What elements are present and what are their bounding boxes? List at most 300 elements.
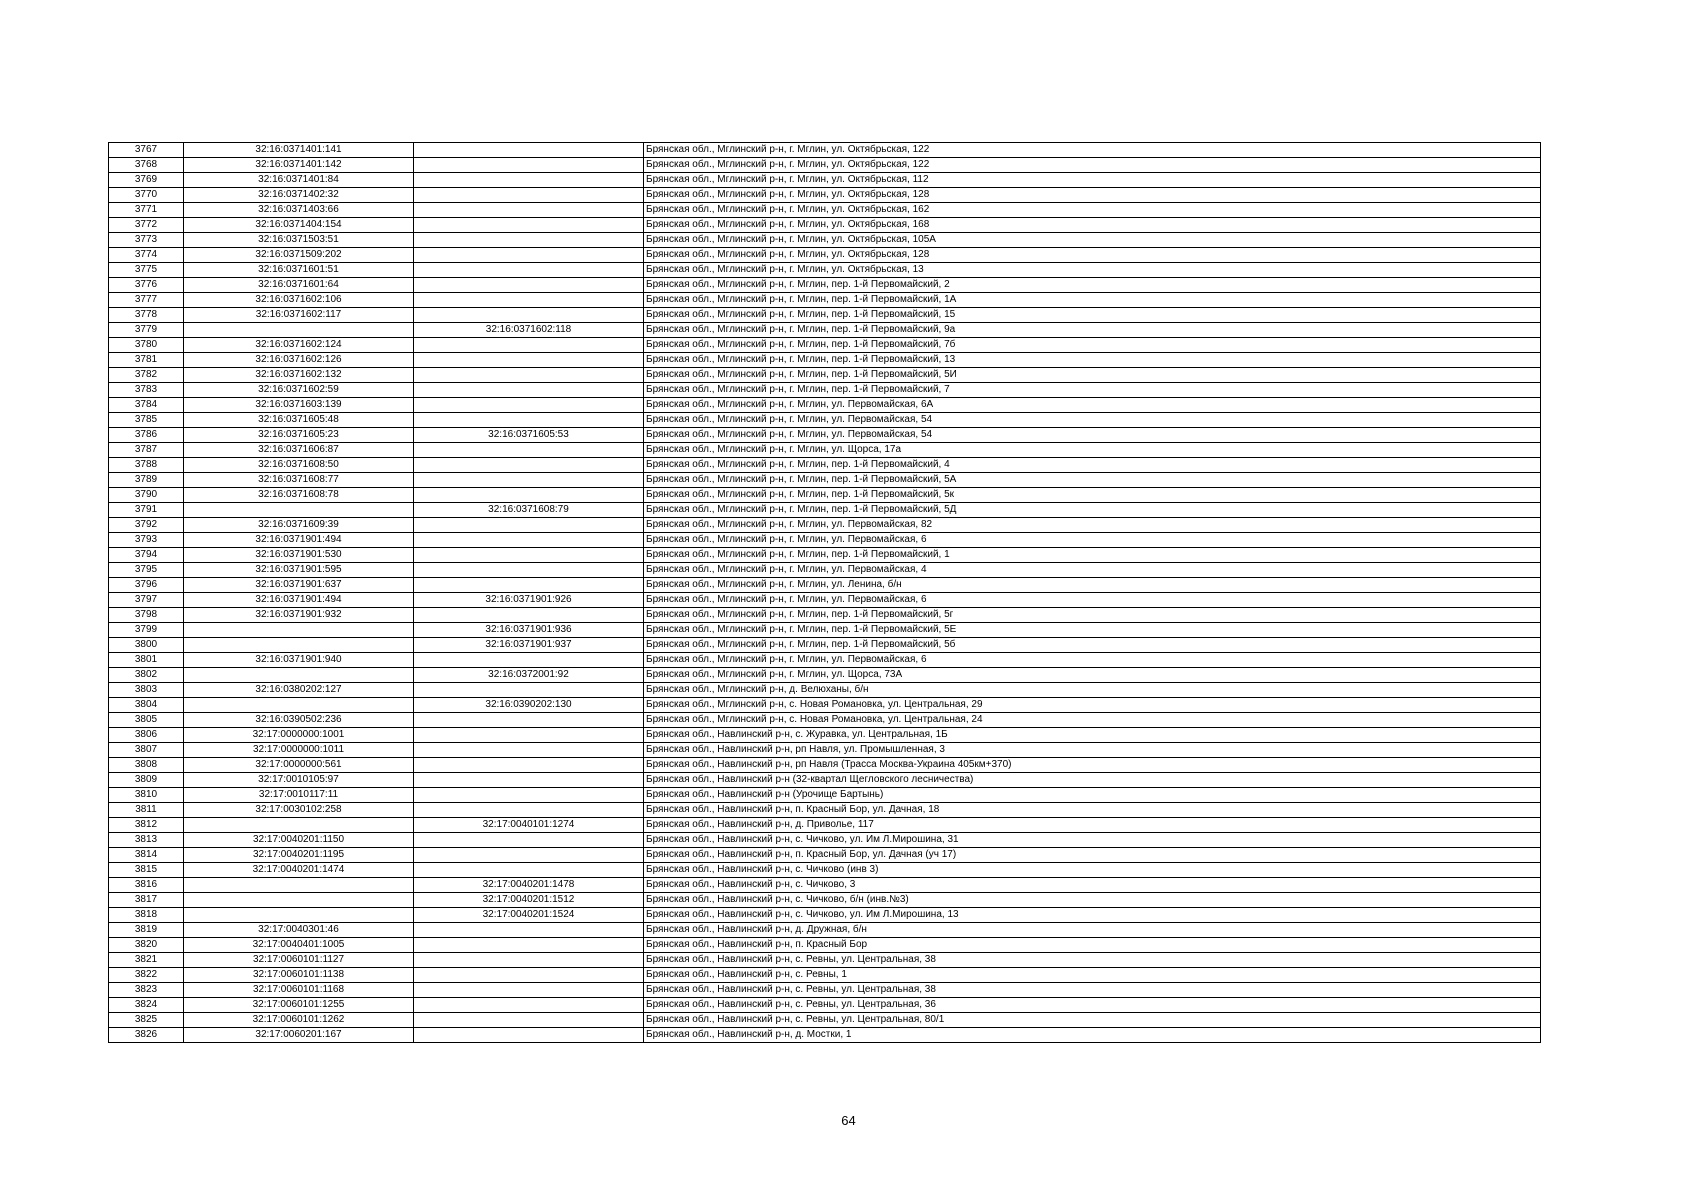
address-cell: Брянская обл., Мглинский р-н, г. Мглин, пер. 1-й Первомайский, 2 [644,278,1541,293]
linked-cadastral-number-cell [414,143,644,158]
address-cell: Брянская обл., Навлинский р-н, п. Красный Бор, ул. Дачная, 18 [644,803,1541,818]
table-row [109,338,1541,353]
row-number-cell: 3796 [109,578,184,593]
row-number-cell: 3776 [109,278,184,293]
table-row [109,788,1541,803]
linked-cadastral-number-cell [414,653,644,668]
cadastral-number-cell: 32:16:0371605:23 [184,428,414,443]
address-cell: Брянская обл., Мглинский р-н, г. Мглин, ул. Октябрьская, 112 [644,173,1541,188]
linked-cadastral-number-cell [414,938,644,953]
address-cell: Брянская обл., Навлинский р-н, рп Навля, ул. Промышленная, 3 [644,743,1541,758]
row-number-cell: 3813 [109,833,184,848]
cadastral-number-cell: 32:16:0371602:117 [184,308,414,323]
table-row [109,413,1541,428]
address-cell: Брянская обл., Навлинский р-н (32-квартал Щегловского лесничества) [644,773,1541,788]
page-number: 64 [841,1113,856,1128]
address-cell: Брянская обл., Мглинский р-н, г. Мглин, ул. Первомайская, 6А [644,398,1541,413]
address-cell: Брянская обл., Навлинский р-н, с. Чичково, 3 [644,878,1541,893]
linked-cadastral-number-cell: 32:17:0040201:1512 [414,893,644,908]
address-cell: Брянская обл., Мглинский р-н, г. Мглин, пер. 1-й Первомайский, 5А [644,473,1541,488]
cadastral-number-cell: 32:16:0371608:77 [184,473,414,488]
table-row [109,143,1541,158]
address-cell: Брянская обл., Мглинский р-н, г. Мглин, пер. 1-й Первомайский, 5И [644,368,1541,383]
address-cell: Брянская обл., Мглинский р-н, г. Мглин, пер. 1-й Первомайский, 5Д [644,503,1541,518]
row-number-cell: 3784 [109,398,184,413]
linked-cadastral-number-cell [414,1013,644,1028]
linked-cadastral-number-cell [414,263,644,278]
table-row [109,548,1541,563]
row-number-cell: 3815 [109,863,184,878]
row-number-cell: 3772 [109,218,184,233]
address-cell: Брянская обл., Навлинский р-н (Урочище Бартынь) [644,788,1541,803]
linked-cadastral-number-cell: 32:16:0371901:937 [414,638,644,653]
cadastral-number-cell [184,818,414,833]
address-cell: Брянская обл., Мглинский р-н, г. Мглин, ул. Октябрьская, 105А [644,233,1541,248]
table-row [109,968,1541,983]
row-number-cell: 3774 [109,248,184,263]
address-cell: Брянская обл., Навлинский р-н, с. Журавка, ул. Центральная, 1Б [644,728,1541,743]
cadastral-number-cell: 32:17:0060201:167 [184,1028,414,1043]
table-row [109,263,1541,278]
address-cell: Брянская обл., Мглинский р-н, г. Мглин, ул. Октябрьская, 122 [644,143,1541,158]
table-row [109,443,1541,458]
cadastral-number-cell: 32:17:0010117:11 [184,788,414,803]
address-cell: Брянская обл., Навлинский р-н, с. Чичково (инв 3) [644,863,1541,878]
address-cell: Брянская обл., Мглинский р-н, г. Мглин, ул. Первомайская, 54 [644,413,1541,428]
linked-cadastral-number-cell [414,278,644,293]
row-number-cell: 3768 [109,158,184,173]
address-cell: Брянская обл., Мглинский р-н, г. Мглин, ул. Октябрьская, 13 [644,263,1541,278]
cadastral-number-cell: 32:16:0371402:32 [184,188,414,203]
cadastral-number-cell: 32:16:0371605:48 [184,413,414,428]
table-row [109,158,1541,173]
linked-cadastral-number-cell [414,803,644,818]
linked-cadastral-number-cell [414,968,644,983]
linked-cadastral-number-cell [414,398,644,413]
linked-cadastral-number-cell [414,533,644,548]
row-number-cell: 3812 [109,818,184,833]
row-number-cell: 3797 [109,593,184,608]
linked-cadastral-number-cell [414,683,644,698]
cadastral-number-cell: 32:17:0060101:1255 [184,998,414,1013]
cadastral-number-cell [184,698,414,713]
table-row [109,953,1541,968]
linked-cadastral-number-cell [414,863,644,878]
table-row [109,173,1541,188]
linked-cadastral-number-cell: 32:16:0372001:92 [414,668,644,683]
row-number-cell: 3822 [109,968,184,983]
cadastral-number-cell [184,323,414,338]
cadastral-number-cell: 32:16:0371606:87 [184,443,414,458]
cadastral-number-cell: 32:16:0371401:142 [184,158,414,173]
address-cell: Брянская обл., Навлинский р-н, с. Ревны, ул. Центральная, 38 [644,953,1541,968]
linked-cadastral-number-cell [414,368,644,383]
cadastral-number-cell: 32:16:0380202:127 [184,683,414,698]
linked-cadastral-number-cell [414,308,644,323]
row-number-cell: 3789 [109,473,184,488]
table-row [109,293,1541,308]
row-number-cell: 3794 [109,548,184,563]
cadastral-number-cell [184,893,414,908]
linked-cadastral-number-cell [414,383,644,398]
cadastral-number-cell: 32:16:0371603:139 [184,398,414,413]
row-number-cell: 3773 [109,233,184,248]
linked-cadastral-number-cell [414,773,644,788]
address-cell: Брянская обл., Мглинский р-н, г. Мглин, пер. 1-й Первомайский, 7б [644,338,1541,353]
cadastral-number-cell [184,503,414,518]
linked-cadastral-number-cell [414,548,644,563]
row-number-cell: 3783 [109,383,184,398]
cadastral-number-cell: 32:16:0371509:202 [184,248,414,263]
linked-cadastral-number-cell [414,203,644,218]
linked-cadastral-number-cell: 32:16:0371605:53 [414,428,644,443]
linked-cadastral-number-cell [414,443,644,458]
table-row [109,473,1541,488]
linked-cadastral-number-cell: 32:17:0040201:1524 [414,908,644,923]
row-number-cell: 3814 [109,848,184,863]
table-row [109,608,1541,623]
linked-cadastral-number-cell [414,473,644,488]
table-row [109,458,1541,473]
cadastral-number-cell: 32:17:0040401:1005 [184,938,414,953]
row-number-cell: 3791 [109,503,184,518]
table-row [109,218,1541,233]
linked-cadastral-number-cell [414,578,644,593]
cadastral-number-cell: 32:16:0371403:66 [184,203,414,218]
linked-cadastral-number-cell [414,758,644,773]
linked-cadastral-number-cell [414,848,644,863]
table-row [109,893,1541,908]
cadastral-number-cell: 32:17:0000000:1001 [184,728,414,743]
address-cell: Брянская обл., Навлинский р-н, п. Красный Бор, ул. Дачная (уч 17) [644,848,1541,863]
cadastral-number-cell: 32:16:0371601:64 [184,278,414,293]
cadastral-number-cell: 32:16:0371503:51 [184,233,414,248]
address-cell: Брянская обл., Мглинский р-н, г. Мглин, пер. 1-й Первомайский, 13 [644,353,1541,368]
table-row [109,773,1541,788]
linked-cadastral-number-cell [414,1028,644,1043]
table-row [109,698,1541,713]
linked-cadastral-number-cell [414,218,644,233]
cadastral-number-cell: 32:16:0371602:132 [184,368,414,383]
row-number-cell: 3809 [109,773,184,788]
row-number-cell: 3770 [109,188,184,203]
linked-cadastral-number-cell [414,188,644,203]
linked-cadastral-number-cell [414,293,644,308]
linked-cadastral-number-cell [414,458,644,473]
row-number-cell: 3790 [109,488,184,503]
table-row [109,878,1541,893]
cadastral-number-cell: 32:16:0371901:494 [184,593,414,608]
linked-cadastral-number-cell: 32:16:0371602:118 [414,323,644,338]
cadastral-number-cell: 32:16:0371901:637 [184,578,414,593]
cadastral-number-cell [184,638,414,653]
row-number-cell: 3779 [109,323,184,338]
table-row [109,848,1541,863]
address-cell: Брянская обл., Навлинский р-н, д. Дружная, б/н [644,923,1541,938]
address-cell: Брянская обл., Мглинский р-н, с. Новая Романовка, ул. Центральная, 24 [644,713,1541,728]
address-cell: Брянская обл., Мглинский р-н, г. Мглин, ул. Первомайская, 54 [644,428,1541,443]
table-row [109,428,1541,443]
cadastral-number-cell: 32:16:0371401:141 [184,143,414,158]
cadastral-number-cell [184,668,414,683]
table-row [109,308,1541,323]
row-number-cell: 3778 [109,308,184,323]
address-cell: Брянская обл., Навлинский р-н, с. Чичково, ул. Им Л.Мирошина, 13 [644,908,1541,923]
address-cell: Брянская обл., Мглинский р-н, г. Мглин, ул. Октябрьская, 122 [644,158,1541,173]
address-cell: Брянская обл., Мглинский р-н, г. Мглин, пер. 1-й Первомайский, 5г [644,608,1541,623]
table-row [109,188,1541,203]
table-row [109,518,1541,533]
row-number-cell: 3806 [109,728,184,743]
address-cell: Брянская обл., Мглинский р-н, г. Мглин, ул. Первомайская, 6 [644,653,1541,668]
address-cell: Брянская обл., Мглинский р-н, г. Мглин, ул. Первомайская, 6 [644,593,1541,608]
table-row [109,713,1541,728]
table-row [109,803,1541,818]
address-cell: Брянская обл., Мглинский р-н, г. Мглин, пер. 1-й Первомайский, 9а [644,323,1541,338]
row-number-cell: 3816 [109,878,184,893]
row-number-cell: 3788 [109,458,184,473]
address-cell: Брянская обл., Мглинский р-н, г. Мглин, пер. 1-й Первомайский, 5Е [644,623,1541,638]
registry-table-body [109,143,1541,1043]
address-cell: Брянская обл., Навлинский р-н, с. Чичково, ул. Им Л.Мирошина, 31 [644,833,1541,848]
cadastral-number-cell: 32:16:0371901:494 [184,533,414,548]
table-row [109,563,1541,578]
address-cell: Брянская обл., Навлинский р-н, д. Приволье, 117 [644,818,1541,833]
address-cell: Брянская обл., Мглинский р-н, г. Мглин, пер. 1-й Первомайский, 15 [644,308,1541,323]
row-number-cell: 3787 [109,443,184,458]
linked-cadastral-number-cell [414,983,644,998]
cadastral-number-cell: 32:16:0371901:932 [184,608,414,623]
table-row [109,278,1541,293]
address-cell: Брянская обл., Мглинский р-н, г. Мглин, ул. Октябрьская, 168 [644,218,1541,233]
linked-cadastral-number-cell [414,248,644,263]
row-number-cell: 3775 [109,263,184,278]
table-row [109,1028,1541,1043]
table-row [109,833,1541,848]
address-cell: Брянская обл., Навлинский р-н, с. Ревны, ул. Центральная, 36 [644,998,1541,1013]
row-number-cell: 3823 [109,983,184,998]
linked-cadastral-number-cell [414,338,644,353]
row-number-cell: 3800 [109,638,184,653]
row-number-cell: 3767 [109,143,184,158]
row-number-cell: 3795 [109,563,184,578]
linked-cadastral-number-cell [414,353,644,368]
row-number-cell: 3801 [109,653,184,668]
address-cell: Брянская обл., Мглинский р-н, г. Мглин, ул. Первомайская, 82 [644,518,1541,533]
row-number-cell: 3811 [109,803,184,818]
table-row [109,998,1541,1013]
table-row [109,233,1541,248]
address-cell: Брянская обл., Навлинский р-н, с. Ревны, ул. Центральная, 38 [644,983,1541,998]
cadastral-number-cell: 32:16:0371609:39 [184,518,414,533]
address-cell: Брянская обл., Навлинский р-н, п. Красный Бор [644,938,1541,953]
address-cell: Брянская обл., Навлинский р-н, с. Ревны, ул. Центральная, 80/1 [644,1013,1541,1028]
cadastral-number-cell: 32:17:0010105:97 [184,773,414,788]
cadastral-number-cell: 32:17:0040201:1150 [184,833,414,848]
address-cell: Брянская обл., Мглинский р-н, г. Мглин, пер. 1-й Первомайский, 1А [644,293,1541,308]
cadastral-number-cell: 32:16:0371602:106 [184,293,414,308]
row-number-cell: 3818 [109,908,184,923]
cadastral-number-cell: 32:17:0000000:1011 [184,743,414,758]
linked-cadastral-number-cell [414,728,644,743]
cadastral-number-cell: 32:16:0371901:940 [184,653,414,668]
table-row [109,323,1541,338]
linked-cadastral-number-cell: 32:17:0040201:1478 [414,878,644,893]
table-row [109,983,1541,998]
table-row [109,578,1541,593]
address-cell: Брянская обл., Мглинский р-н, г. Мглин, пер. 1-й Первомайский, 7 [644,383,1541,398]
row-number-cell: 3826 [109,1028,184,1043]
linked-cadastral-number-cell: 32:17:0040101:1274 [414,818,644,833]
linked-cadastral-number-cell [414,833,644,848]
cadastral-number-cell: 32:17:0060101:1138 [184,968,414,983]
row-number-cell: 3817 [109,893,184,908]
table-row [109,1013,1541,1028]
linked-cadastral-number-cell [414,953,644,968]
cadastral-number-cell: 32:16:0371401:84 [184,173,414,188]
cadastral-number-cell: 32:17:0060101:1127 [184,953,414,968]
linked-cadastral-number-cell: 32:16:0371901:936 [414,623,644,638]
table-row [109,908,1541,923]
table-row [109,203,1541,218]
row-number-cell: 3808 [109,758,184,773]
cadastral-number-cell [184,623,414,638]
address-cell: Брянская обл., Мглинский р-н, с. Новая Романовка, ул. Центральная, 29 [644,698,1541,713]
cadastral-number-cell: 32:17:0040201:1195 [184,848,414,863]
row-number-cell: 3802 [109,668,184,683]
table-row [109,728,1541,743]
table-row [109,383,1541,398]
cadastral-number-cell: 32:16:0371602:59 [184,383,414,398]
address-cell: Брянская обл., Мглинский р-н, г. Мглин, ул. Щорса, 73А [644,668,1541,683]
cadastral-number-cell: 32:16:0371608:50 [184,458,414,473]
row-number-cell: 3786 [109,428,184,443]
cadastral-number-cell: 32:17:0030102:258 [184,803,414,818]
address-cell: Брянская обл., Мглинский р-н, г. Мглин, пер. 1-й Первомайский, 4 [644,458,1541,473]
cadastral-number-cell [184,908,414,923]
address-cell: Брянская обл., Мглинский р-н, г. Мглин, ул. Октябрьская, 128 [644,188,1541,203]
row-number-cell: 3777 [109,293,184,308]
linked-cadastral-number-cell [414,743,644,758]
cadastral-number-cell: 32:17:0000000:561 [184,758,414,773]
cadastral-number-cell: 32:17:0060101:1262 [184,1013,414,1028]
linked-cadastral-number-cell [414,713,644,728]
linked-cadastral-number-cell [414,608,644,623]
address-cell: Брянская обл., Мглинский р-н, г. Мглин, пер. 1-й Первомайский, 5б [644,638,1541,653]
row-number-cell: 3820 [109,938,184,953]
cadastral-number-cell: 32:16:0371601:51 [184,263,414,278]
cadastral-number-cell: 32:17:0040201:1474 [184,863,414,878]
linked-cadastral-number-cell: 32:16:0390202:130 [414,698,644,713]
row-number-cell: 3825 [109,1013,184,1028]
row-number-cell: 3785 [109,413,184,428]
address-cell: Брянская обл., Навлинский р-н, рп Навля (Трасса Москва-Украина 405км+370) [644,758,1541,773]
address-cell: Брянская обл., Мглинский р-н, г. Мглин, ул. Октябрьская, 128 [644,248,1541,263]
cadastral-number-cell: 32:16:0390502:236 [184,713,414,728]
address-cell: Брянская обл., Мглинский р-н, д. Велюханы, б/н [644,683,1541,698]
row-number-cell: 3821 [109,953,184,968]
row-number-cell: 3798 [109,608,184,623]
row-number-cell: 3780 [109,338,184,353]
table-row [109,758,1541,773]
row-number-cell: 3803 [109,683,184,698]
table-row [109,653,1541,668]
linked-cadastral-number-cell [414,488,644,503]
linked-cadastral-number-cell [414,173,644,188]
linked-cadastral-number-cell [414,518,644,533]
address-cell: Брянская обл., Навлинский р-н, с. Ревны, 1 [644,968,1541,983]
cadastral-number-cell: 32:16:0371901:595 [184,563,414,578]
cadastral-number-cell: 32:16:0371901:530 [184,548,414,563]
linked-cadastral-number-cell [414,563,644,578]
address-cell: Брянская обл., Навлинский р-н, д. Мостки, 1 [644,1028,1541,1043]
linked-cadastral-number-cell: 32:16:0371901:926 [414,593,644,608]
row-number-cell: 3792 [109,518,184,533]
row-number-cell: 3782 [109,368,184,383]
table-row [109,248,1541,263]
table-row [109,638,1541,653]
address-cell: Брянская обл., Мглинский р-н, г. Мглин, ул. Первомайская, 4 [644,563,1541,578]
registry-table [108,142,1541,1043]
cadastral-number-cell: 32:16:0371602:126 [184,353,414,368]
row-number-cell: 3805 [109,713,184,728]
table-row [109,593,1541,608]
table-row [109,863,1541,878]
table-row [109,368,1541,383]
row-number-cell: 3804 [109,698,184,713]
cadastral-number-cell: 32:17:0040301:46 [184,923,414,938]
row-number-cell: 3819 [109,923,184,938]
address-cell: Брянская обл., Мглинский р-н, г. Мглин, пер. 1-й Первомайский, 1 [644,548,1541,563]
linked-cadastral-number-cell [414,998,644,1013]
linked-cadastral-number-cell: 32:16:0371608:79 [414,503,644,518]
address-cell: Брянская обл., Мглинский р-н, г. Мглин, ул. Первомайская, 6 [644,533,1541,548]
table-row [109,683,1541,698]
row-number-cell: 3807 [109,743,184,758]
table-row [109,353,1541,368]
table-row [109,668,1541,683]
table-row [109,488,1541,503]
row-number-cell: 3771 [109,203,184,218]
cadastral-number-cell: 32:16:0371608:78 [184,488,414,503]
row-number-cell: 3769 [109,173,184,188]
table-row [109,743,1541,758]
cadastral-number-cell [184,878,414,893]
row-number-cell: 3824 [109,998,184,1013]
table-row [109,398,1541,413]
table-row [109,533,1541,548]
row-number-cell: 3781 [109,353,184,368]
table-row [109,818,1541,833]
row-number-cell: 3810 [109,788,184,803]
address-cell: Брянская обл., Навлинский р-н, с. Чичково, б/н (инв.№3) [644,893,1541,908]
cadastral-number-cell: 32:16:0371602:124 [184,338,414,353]
linked-cadastral-number-cell [414,923,644,938]
address-cell: Брянская обл., Мглинский р-н, г. Мглин, пер. 1-й Первомайский, 5к [644,488,1541,503]
linked-cadastral-number-cell [414,413,644,428]
table-row [109,938,1541,953]
table-row [109,623,1541,638]
cadastral-number-cell: 32:16:0371404:154 [184,218,414,233]
linked-cadastral-number-cell [414,788,644,803]
table-row [109,503,1541,518]
table-row [109,923,1541,938]
cadastral-number-cell: 32:17:0060101:1168 [184,983,414,998]
address-cell: Брянская обл., Мглинский р-н, г. Мглин, ул. Ленина, б/н [644,578,1541,593]
linked-cadastral-number-cell [414,233,644,248]
address-cell: Брянская обл., Мглинский р-н, г. Мглин, ул. Октябрьская, 162 [644,203,1541,218]
row-number-cell: 3793 [109,533,184,548]
